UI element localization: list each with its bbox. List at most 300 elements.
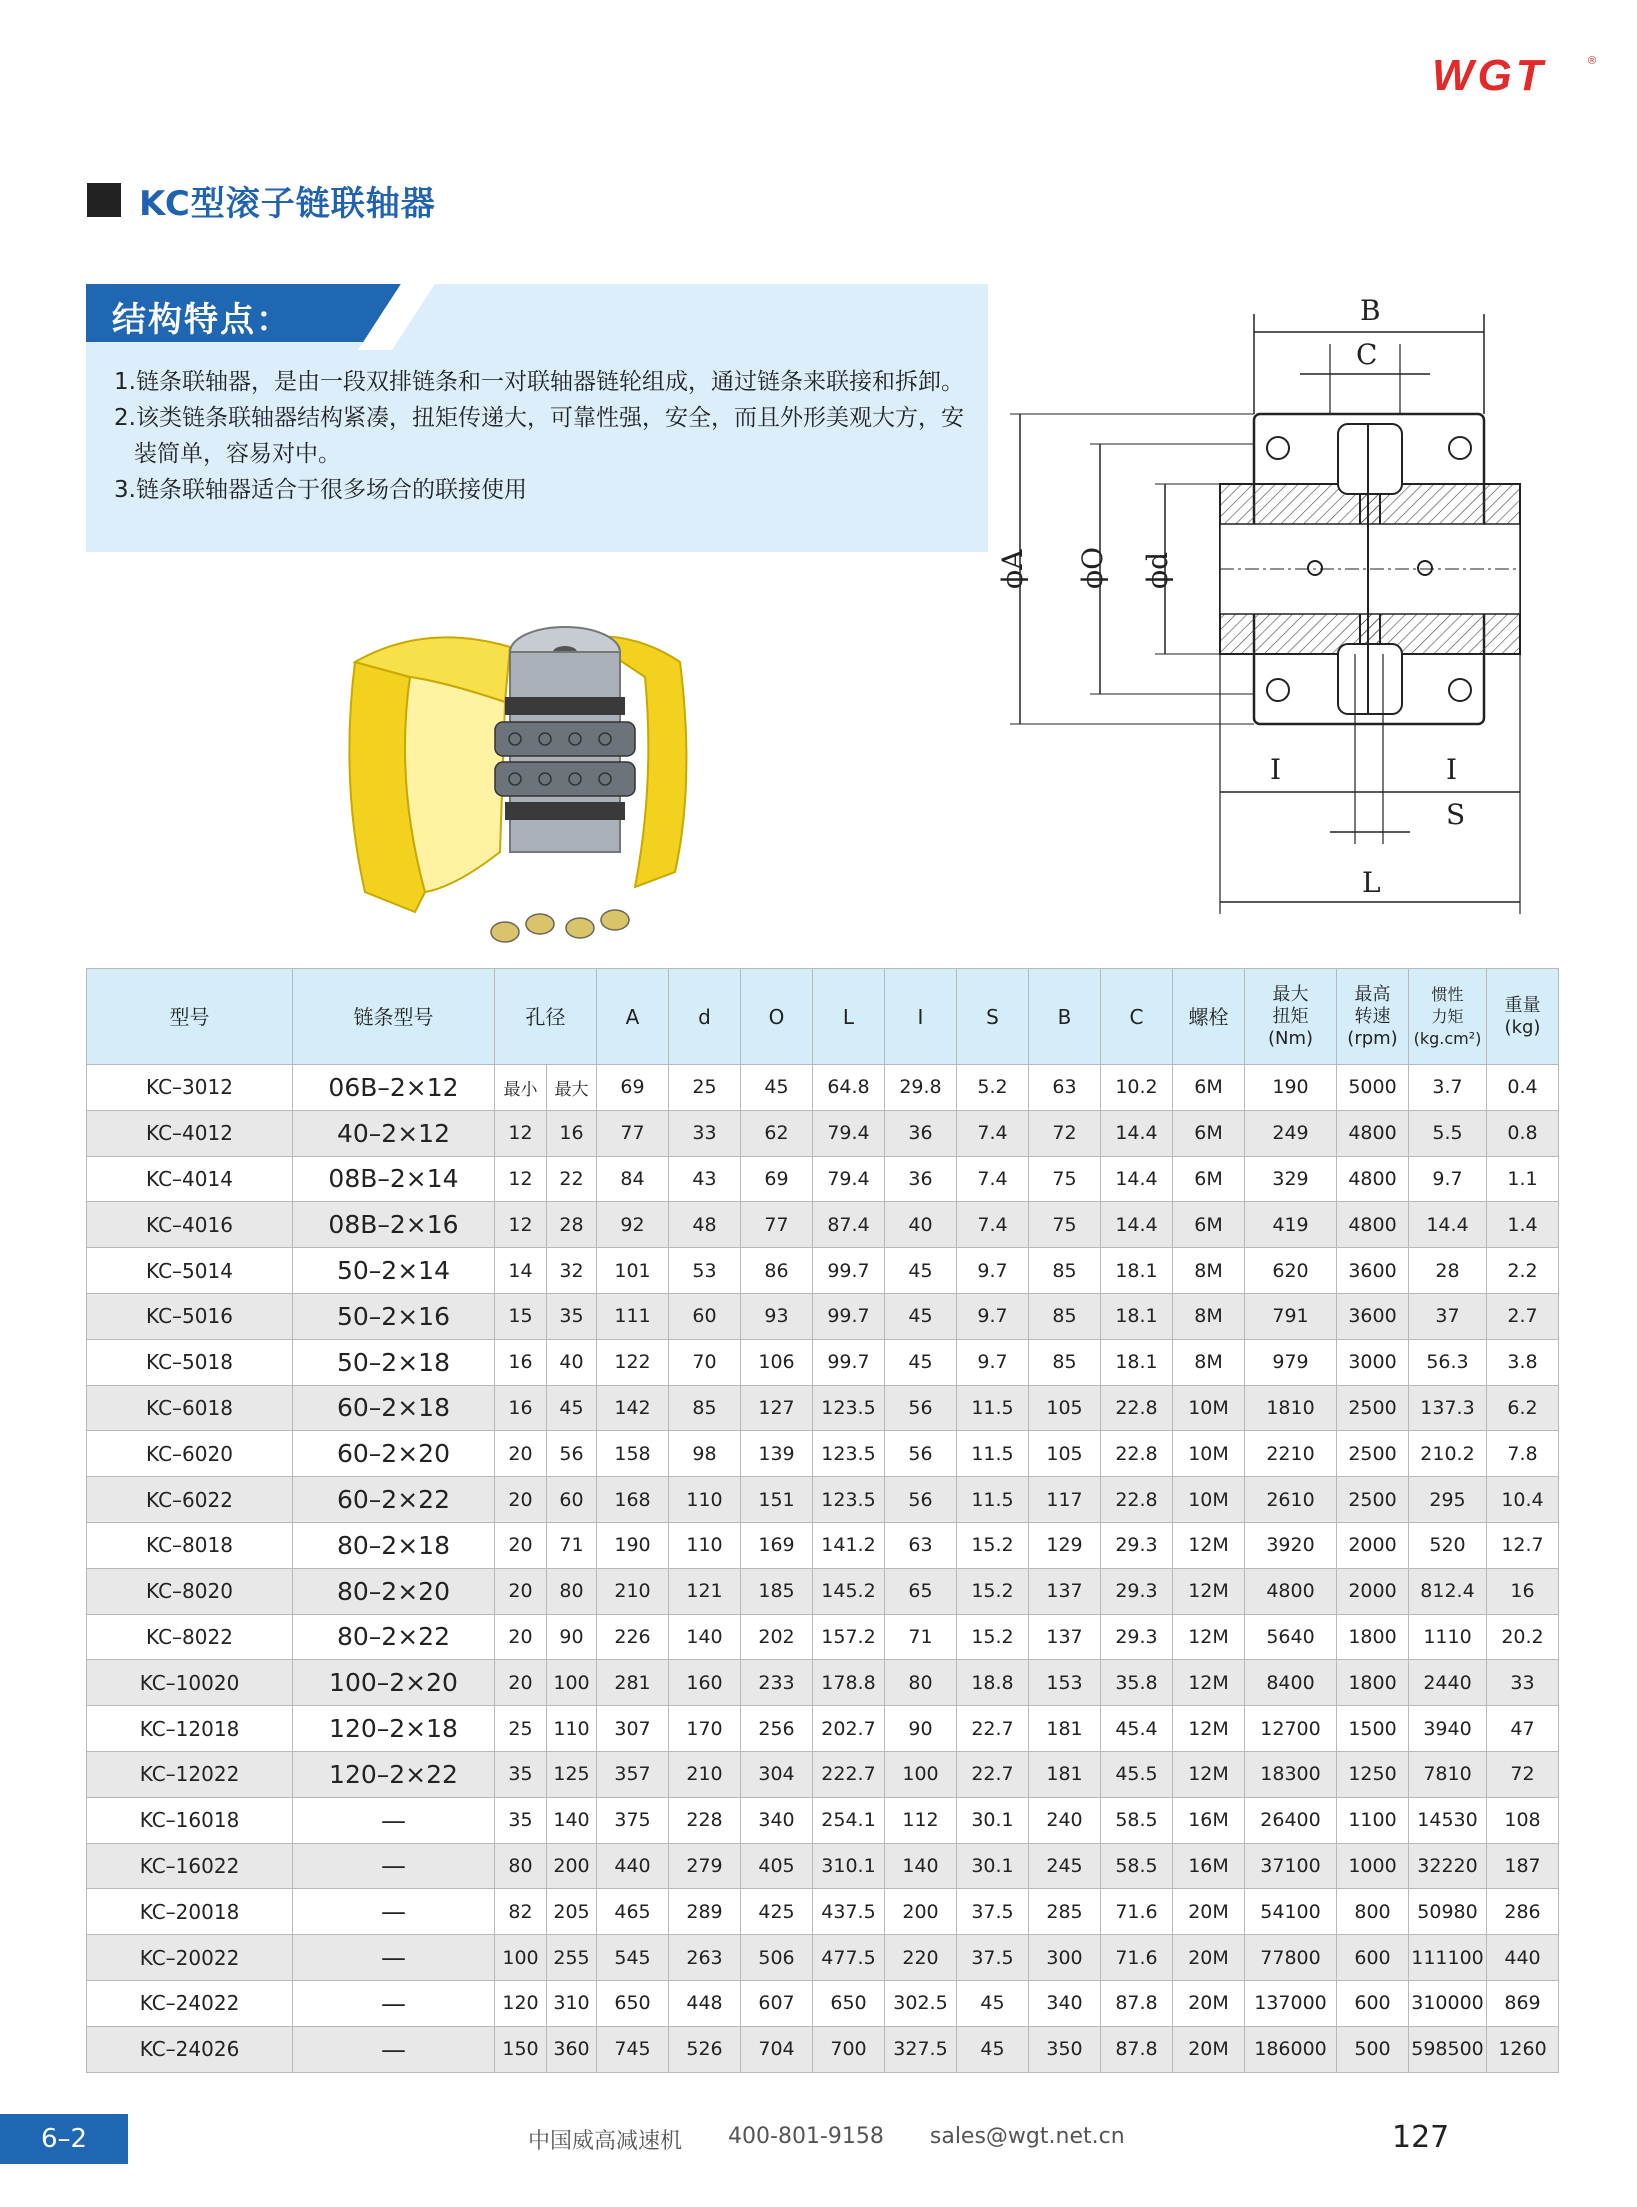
- table-cell: 2500: [1337, 1385, 1409, 1431]
- table-cell: 35: [495, 1751, 547, 1797]
- table-cell: 58.5: [1101, 1797, 1173, 1843]
- table-cell: 72: [1029, 1110, 1101, 1156]
- table-cell: 33: [1487, 1660, 1559, 1706]
- table-cell: 10.4: [1487, 1477, 1559, 1523]
- table-cell: 62: [741, 1110, 813, 1156]
- table-cell: 75: [1029, 1202, 1101, 1248]
- table-cell: 63: [1029, 1065, 1101, 1111]
- table-cell: 256: [741, 1706, 813, 1752]
- table-cell: 122: [597, 1339, 669, 1385]
- cell-chain: 60–2×18: [293, 1385, 495, 1431]
- table-cell: 93: [741, 1293, 813, 1339]
- table-cell: 7.4: [957, 1156, 1029, 1202]
- table-cell: 87.8: [1101, 2026, 1173, 2072]
- svg-text:®: ®: [1588, 55, 1597, 67]
- table-cell: 69: [741, 1156, 813, 1202]
- col-bore: 孔径: [495, 969, 597, 1065]
- table-cell: 16M: [1173, 1797, 1245, 1843]
- table-cell: 45: [957, 1980, 1029, 2026]
- table-cell: 202.7: [813, 1706, 885, 1752]
- table-cell: 2440: [1409, 1660, 1487, 1706]
- dim-label-L: L: [1362, 866, 1381, 899]
- cell-model: KC–6022: [87, 1477, 293, 1523]
- table-cell: 3.7: [1409, 1065, 1487, 1111]
- table-cell: 12700: [1245, 1706, 1337, 1752]
- table-cell: 289: [669, 1889, 741, 1935]
- table-cell: 465: [597, 1889, 669, 1935]
- table-cell: 50980: [1409, 1889, 1487, 1935]
- table-cell: 35.8: [1101, 1660, 1173, 1706]
- table-cell: 43: [669, 1156, 741, 1202]
- table-row: [87, 1568, 1559, 1614]
- table-cell: 56.3: [1409, 1339, 1487, 1385]
- table-cell: 123.5: [813, 1431, 885, 1477]
- table-cell: 254.1: [813, 1797, 885, 1843]
- table-row: [87, 1248, 1559, 1294]
- table-cell: 500: [1337, 2026, 1409, 2072]
- features-heading: 结构特点：: [112, 300, 292, 340]
- table-row: [87, 1110, 1559, 1156]
- wgt-logo: [1432, 51, 1602, 100]
- table-cell: 405: [741, 1843, 813, 1889]
- table-cell: 20M: [1173, 1980, 1245, 2026]
- table-cell: 22.8: [1101, 1385, 1173, 1431]
- table-cell: 100: [547, 1660, 597, 1706]
- cell-chain: —: [293, 1843, 495, 1889]
- table-cell: 153: [1029, 1660, 1101, 1706]
- table-cell: 140: [885, 1843, 957, 1889]
- table-cell: 12M: [1173, 1568, 1245, 1614]
- col-I: I: [885, 969, 957, 1065]
- table-cell: 6M: [1173, 1156, 1245, 1202]
- table-cell: 812.4: [1409, 1568, 1487, 1614]
- table-cell: 255: [547, 1935, 597, 1981]
- col-speed: 最高 转速 (rpm): [1337, 969, 1409, 1065]
- table-cell: 14.4: [1101, 1202, 1173, 1248]
- table-cell: 181: [1029, 1751, 1101, 1797]
- table-cell: 111100: [1409, 1935, 1487, 1981]
- table-cell: 105: [1029, 1385, 1101, 1431]
- table-cell: 1800: [1337, 1660, 1409, 1706]
- table-cell: 2.2: [1487, 1248, 1559, 1294]
- table-cell: 120: [495, 1980, 547, 2026]
- footer-phone: 400-801-9158: [728, 2124, 884, 2149]
- table-cell: 12M: [1173, 1706, 1245, 1752]
- table-cell: 60: [669, 1293, 741, 1339]
- table-cell: 45: [741, 1065, 813, 1111]
- table-cell: 310: [547, 1980, 597, 2026]
- table-row: [87, 1477, 1559, 1523]
- table-cell: 1810: [1245, 1385, 1337, 1431]
- cell-model: KC–5014: [87, 1248, 293, 1294]
- table-cell: 14530: [1409, 1797, 1487, 1843]
- table-cell: 650: [813, 1980, 885, 2026]
- table-cell: 220: [885, 1935, 957, 1981]
- dim-label-phiO: ϕO: [1076, 546, 1109, 589]
- table-cell: 302.5: [885, 1980, 957, 2026]
- table-cell: 249: [1245, 1110, 1337, 1156]
- cell-model: KC–24022: [87, 1980, 293, 2026]
- cell-chain: 06B–2×12: [293, 1065, 495, 1111]
- cell-model: KC–16022: [87, 1843, 293, 1889]
- table-cell: 47: [1487, 1706, 1559, 1752]
- footer-contact: [528, 2124, 1125, 2155]
- table-cell: 228: [669, 1797, 741, 1843]
- table-cell: 129: [1029, 1522, 1101, 1568]
- table-cell: 72: [1487, 1751, 1559, 1797]
- table-cell: 200: [547, 1843, 597, 1889]
- table-cell: 12M: [1173, 1751, 1245, 1797]
- table-cell: 32220: [1409, 1843, 1487, 1889]
- table-cell: 14.4: [1101, 1110, 1173, 1156]
- table-cell: 99.7: [813, 1339, 885, 1385]
- table-cell: 100: [885, 1751, 957, 1797]
- table-cell: 140: [669, 1614, 741, 1660]
- table-cell: 45: [957, 2026, 1029, 2072]
- table-cell: 0.8: [1487, 1110, 1559, 1156]
- cell-chain: 50–2×16: [293, 1293, 495, 1339]
- table-cell: 745: [597, 2026, 669, 2072]
- table-row: [87, 1431, 1559, 1477]
- table-cell: 117: [1029, 1477, 1101, 1523]
- table-cell: 791: [1245, 1293, 1337, 1339]
- table-cell: 600: [1337, 1980, 1409, 2026]
- table-cell: 7.8: [1487, 1431, 1559, 1477]
- table-cell: 56: [547, 1431, 597, 1477]
- table-cell: 37.5: [957, 1889, 1029, 1935]
- cell-chain: 120–2×22: [293, 1751, 495, 1797]
- table-cell: 16: [495, 1385, 547, 1431]
- table-cell: 5640: [1245, 1614, 1337, 1660]
- table-cell: 12: [495, 1202, 547, 1248]
- table-cell: 286: [1487, 1889, 1559, 1935]
- table-cell: 1100: [1337, 1797, 1409, 1843]
- table-cell: 375: [597, 1797, 669, 1843]
- table-cell: 11.5: [957, 1431, 1029, 1477]
- cell-model: KC–8020: [87, 1568, 293, 1614]
- table-cell: 100: [495, 1935, 547, 1981]
- col-B: B: [1029, 969, 1101, 1065]
- dim-label-C: C: [1356, 338, 1378, 371]
- table-cell: 15.2: [957, 1522, 1029, 1568]
- table-cell: 111: [597, 1293, 669, 1339]
- footer-email[interactable]: sales@wgt.net.cn: [929, 2124, 1125, 2149]
- col-inertia: 惯性 力矩 (kg.cm²): [1409, 969, 1487, 1065]
- table-cell: 105: [1029, 1431, 1101, 1477]
- table-cell: 419: [1245, 1202, 1337, 1248]
- table-cell: 233: [741, 1660, 813, 1706]
- table-cell: 240: [1029, 1797, 1101, 1843]
- table-cell: 1800: [1337, 1614, 1409, 1660]
- feature-item-3: 3.链条联轴器适合于很多场合的联接使用: [114, 477, 527, 503]
- table-cell: 1500: [1337, 1706, 1409, 1752]
- table-cell: 18.1: [1101, 1248, 1173, 1294]
- cell-model: KC–20022: [87, 1935, 293, 1981]
- table-cell: 最小: [495, 1065, 547, 1111]
- table-cell: 16: [547, 1110, 597, 1156]
- table-cell: 77800: [1245, 1935, 1337, 1981]
- table-cell: 29.3: [1101, 1614, 1173, 1660]
- table-cell: 28: [547, 1202, 597, 1248]
- cell-model: KC–5018: [87, 1339, 293, 1385]
- table-cell: 80: [495, 1843, 547, 1889]
- cell-model: KC–3012: [87, 1065, 293, 1111]
- table-cell: 300: [1029, 1935, 1101, 1981]
- table-cell: 45: [547, 1385, 597, 1431]
- dim-label-S: S: [1446, 798, 1466, 831]
- table-cell: 545: [597, 1935, 669, 1981]
- table-cell: 6M: [1173, 1202, 1245, 1248]
- table-row: [87, 1522, 1559, 1568]
- table-cell: 121: [669, 1568, 741, 1614]
- table-cell: 22.8: [1101, 1431, 1173, 1477]
- table-cell: 158: [597, 1431, 669, 1477]
- table-cell: 86: [741, 1248, 813, 1294]
- table-cell: 37100: [1245, 1843, 1337, 1889]
- table-row: [87, 1293, 1559, 1339]
- table-cell: 205: [547, 1889, 597, 1935]
- dim-label-phid: ϕd: [1141, 551, 1174, 589]
- table-cell: 168: [597, 1477, 669, 1523]
- table-cell: 99.7: [813, 1248, 885, 1294]
- table-cell: 307: [597, 1706, 669, 1752]
- table-cell: 607: [741, 1980, 813, 2026]
- table-cell: 185: [741, 1568, 813, 1614]
- table-row: [87, 1065, 1559, 1111]
- svg-text:WGT: WGT: [1432, 51, 1547, 100]
- table-cell: 9.7: [957, 1339, 1029, 1385]
- table-cell: 8400: [1245, 1660, 1337, 1706]
- table-cell: 360: [547, 2026, 597, 2072]
- cell-chain: 60–2×22: [293, 1477, 495, 1523]
- col-d: d: [669, 969, 741, 1065]
- table-header-row: [87, 969, 1559, 1065]
- table-cell: 3600: [1337, 1248, 1409, 1294]
- table-cell: 56: [885, 1385, 957, 1431]
- table-cell: 85: [1029, 1248, 1101, 1294]
- table-cell: 187: [1487, 1843, 1559, 1889]
- table-cell: 340: [741, 1797, 813, 1843]
- table-cell: 139: [741, 1431, 813, 1477]
- table-row: [87, 1843, 1559, 1889]
- table-cell: 178.8: [813, 1660, 885, 1706]
- table-cell: 285: [1029, 1889, 1101, 1935]
- table-cell: 157.2: [813, 1614, 885, 1660]
- table-cell: 29.8: [885, 1065, 957, 1111]
- table-cell: 3000: [1337, 1339, 1409, 1385]
- table-cell: 85: [1029, 1339, 1101, 1385]
- table-cell: 20: [495, 1660, 547, 1706]
- cell-chain: 80–2×20: [293, 1568, 495, 1614]
- table-cell: 170: [669, 1706, 741, 1752]
- table-cell: 869: [1487, 1980, 1559, 2026]
- table-cell: 9.7: [1409, 1156, 1487, 1202]
- table-cell: 5000: [1337, 1065, 1409, 1111]
- table-row: [87, 1156, 1559, 1202]
- table-cell: 25: [495, 1706, 547, 1752]
- table-cell: 4800: [1337, 1202, 1409, 1248]
- table-cell: 226: [597, 1614, 669, 1660]
- table-cell: 110: [547, 1706, 597, 1752]
- table-cell: 1260: [1487, 2026, 1559, 2072]
- table-cell: 210: [597, 1568, 669, 1614]
- table-cell: 5.5: [1409, 1110, 1487, 1156]
- table-cell: 20: [495, 1522, 547, 1568]
- table-cell: 3600: [1337, 1293, 1409, 1339]
- table-cell: 22.8: [1101, 1477, 1173, 1523]
- table-cell: 700: [813, 2026, 885, 2072]
- table-cell: 20M: [1173, 2026, 1245, 2072]
- table-cell: 8M: [1173, 1293, 1245, 1339]
- section-tag: 6–2: [0, 2114, 128, 2164]
- table-cell: 65: [885, 1568, 957, 1614]
- table-cell: 598500: [1409, 2026, 1487, 2072]
- cell-model: KC–6020: [87, 1431, 293, 1477]
- table-cell: 304: [741, 1751, 813, 1797]
- table-cell: 10M: [1173, 1385, 1245, 1431]
- table-cell: 1000: [1337, 1843, 1409, 1889]
- col-weight: 重量 (kg): [1487, 969, 1559, 1065]
- table-cell: 137: [1029, 1568, 1101, 1614]
- col-model: 型号: [87, 969, 293, 1065]
- table-cell: 20M: [1173, 1935, 1245, 1981]
- coupling-dimension-drawing: [996, 284, 1560, 924]
- footer-company: 中国威高减速机: [528, 2129, 683, 2154]
- cell-chain: 80–2×22: [293, 1614, 495, 1660]
- cell-chain: 08B–2×16: [293, 1202, 495, 1248]
- table-cell: 281: [597, 1660, 669, 1706]
- table-cell: 87.4: [813, 1202, 885, 1248]
- table-cell: 200: [885, 1889, 957, 1935]
- table-cell: 440: [597, 1843, 669, 1889]
- cell-model: KC–4012: [87, 1110, 293, 1156]
- table-cell: 99.7: [813, 1293, 885, 1339]
- table-cell: 29.3: [1101, 1568, 1173, 1614]
- table-cell: 2500: [1337, 1477, 1409, 1523]
- table-cell: 7810: [1409, 1751, 1487, 1797]
- cell-model: KC–4014: [87, 1156, 293, 1202]
- table-cell: 202: [741, 1614, 813, 1660]
- table-cell: 160: [669, 1660, 741, 1706]
- table-cell: 137.3: [1409, 1385, 1487, 1431]
- table-cell: 77: [597, 1110, 669, 1156]
- col-A: A: [597, 969, 669, 1065]
- table-row: [87, 1660, 1559, 1706]
- table-cell: 15.2: [957, 1568, 1029, 1614]
- table-cell: 210.2: [1409, 1431, 1487, 1477]
- cell-chain: 60–2×20: [293, 1431, 495, 1477]
- table-cell: 20: [495, 1568, 547, 1614]
- table-cell: 20: [495, 1477, 547, 1523]
- cell-chain: 100–2×20: [293, 1660, 495, 1706]
- table-cell: 84: [597, 1156, 669, 1202]
- table-cell: 140: [547, 1797, 597, 1843]
- page-number: 127: [1392, 2120, 1450, 2155]
- table-cell: 28: [1409, 1248, 1487, 1294]
- cell-chain: —: [293, 1935, 495, 1981]
- table-cell: 263: [669, 1935, 741, 1981]
- table-cell: 145.2: [813, 1568, 885, 1614]
- table-cell: 22.7: [957, 1706, 1029, 1752]
- spec-table: [86, 968, 1559, 2073]
- table-cell: 979: [1245, 1339, 1337, 1385]
- table-cell: 56: [885, 1477, 957, 1523]
- table-cell: 29.3: [1101, 1522, 1173, 1568]
- table-cell: 600: [1337, 1935, 1409, 1981]
- table-cell: 45: [885, 1248, 957, 1294]
- table-cell: 63: [885, 1522, 957, 1568]
- table-cell: 222.7: [813, 1751, 885, 1797]
- cell-chain: 08B–2×14: [293, 1156, 495, 1202]
- table-cell: 56: [885, 1431, 957, 1477]
- cell-chain: 80–2×18: [293, 1522, 495, 1568]
- table-cell: 71.6: [1101, 1935, 1173, 1981]
- table-row: [87, 1935, 1559, 1981]
- table-cell: 151: [741, 1477, 813, 1523]
- table-cell: 127: [741, 1385, 813, 1431]
- table-row: [87, 1706, 1559, 1752]
- cell-model: KC–4016: [87, 1202, 293, 1248]
- table-cell: 36: [885, 1110, 957, 1156]
- table-cell: 800: [1337, 1889, 1409, 1935]
- table-cell: 79.4: [813, 1110, 885, 1156]
- table-cell: 92: [597, 1202, 669, 1248]
- table-cell: 2000: [1337, 1568, 1409, 1614]
- table-cell: 22: [547, 1156, 597, 1202]
- table-cell: 20: [495, 1614, 547, 1660]
- table-cell: 60: [547, 1477, 597, 1523]
- table-cell: 8M: [1173, 1339, 1245, 1385]
- table-cell: 141.2: [813, 1522, 885, 1568]
- table-cell: 26400: [1245, 1797, 1337, 1843]
- table-cell: 1.1: [1487, 1156, 1559, 1202]
- table-cell: 2210: [1245, 1431, 1337, 1477]
- table-cell: 12: [495, 1110, 547, 1156]
- dim-label-B: B: [1360, 294, 1381, 327]
- table-cell: 526: [669, 2026, 741, 2072]
- table-cell: 53: [669, 1248, 741, 1294]
- col-C: C: [1101, 969, 1173, 1065]
- table-cell: 112: [885, 1797, 957, 1843]
- col-torque: 最大 扭矩 (Nm): [1245, 969, 1337, 1065]
- cell-model: KC–8022: [87, 1614, 293, 1660]
- table-cell: 10.2: [1101, 1065, 1173, 1111]
- table-cell: 11.5: [957, 1477, 1029, 1523]
- table-cell: 48: [669, 1202, 741, 1248]
- table-cell: 1110: [1409, 1614, 1487, 1660]
- cell-model: KC–12022: [87, 1751, 293, 1797]
- table-cell: 125: [547, 1751, 597, 1797]
- table-cell: 71: [885, 1614, 957, 1660]
- table-cell: 12M: [1173, 1614, 1245, 1660]
- dim-label-I-right: I: [1446, 753, 1458, 786]
- table-cell: 3.8: [1487, 1339, 1559, 1385]
- table-cell: 520: [1409, 1522, 1487, 1568]
- col-bolt: 螺栓: [1173, 969, 1245, 1065]
- cell-model: KC–20018: [87, 1889, 293, 1935]
- features-list: [114, 364, 974, 508]
- table-cell: 110: [669, 1522, 741, 1568]
- table-row: [87, 1797, 1559, 1843]
- table-cell: 9.7: [957, 1248, 1029, 1294]
- table-row: [87, 1202, 1559, 1248]
- table-row: [87, 1980, 1559, 2026]
- table-cell: 190: [1245, 1065, 1337, 1111]
- title-square-marker: [87, 183, 121, 217]
- cell-chain: 120–2×18: [293, 1706, 495, 1752]
- table-cell: 85: [1029, 1293, 1101, 1339]
- table-cell: 0.4: [1487, 1065, 1559, 1111]
